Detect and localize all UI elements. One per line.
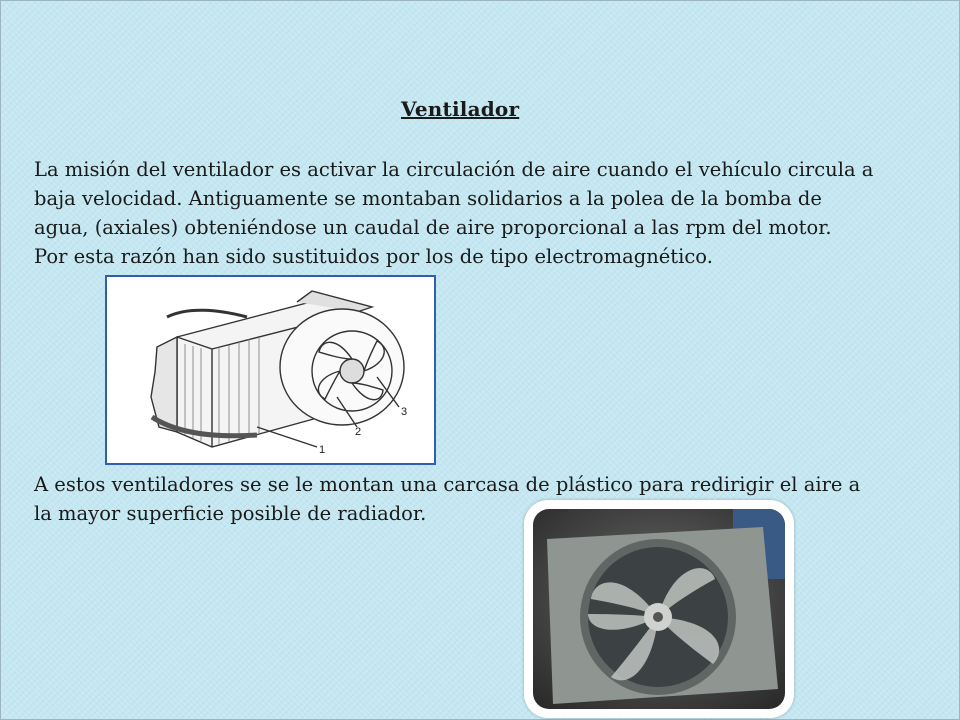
photo-frame [533,509,785,709]
shroud-paragraph: A estos ventiladores se se le montan una carcasa de plástico para redirigir el aire a la mayor superficie posible de radiador. [34,473,861,525]
intro-paragraph: La misión del ventilador es activar la circulación de aire cuando el vehículo circula a baja velocidad. Antiguamente se montaban solidarios a la polea de la bomba de agua, (axiales) obteniéndose un caudal de aire proporcional a las rpm del motor. Por esta razón han sido sustituidos por los de tipo electromagnético. [34,158,874,268]
label-2: 2 [355,426,362,438]
fan-radiator-diagram [105,275,436,465]
fan-shroud-photo [524,500,794,718]
label-3: 3 [401,406,408,418]
diagram-drawing [107,277,434,463]
photo-drawing [533,509,785,709]
label-1: 1 [319,444,326,456]
slide-title: Ventilador [401,97,520,121]
